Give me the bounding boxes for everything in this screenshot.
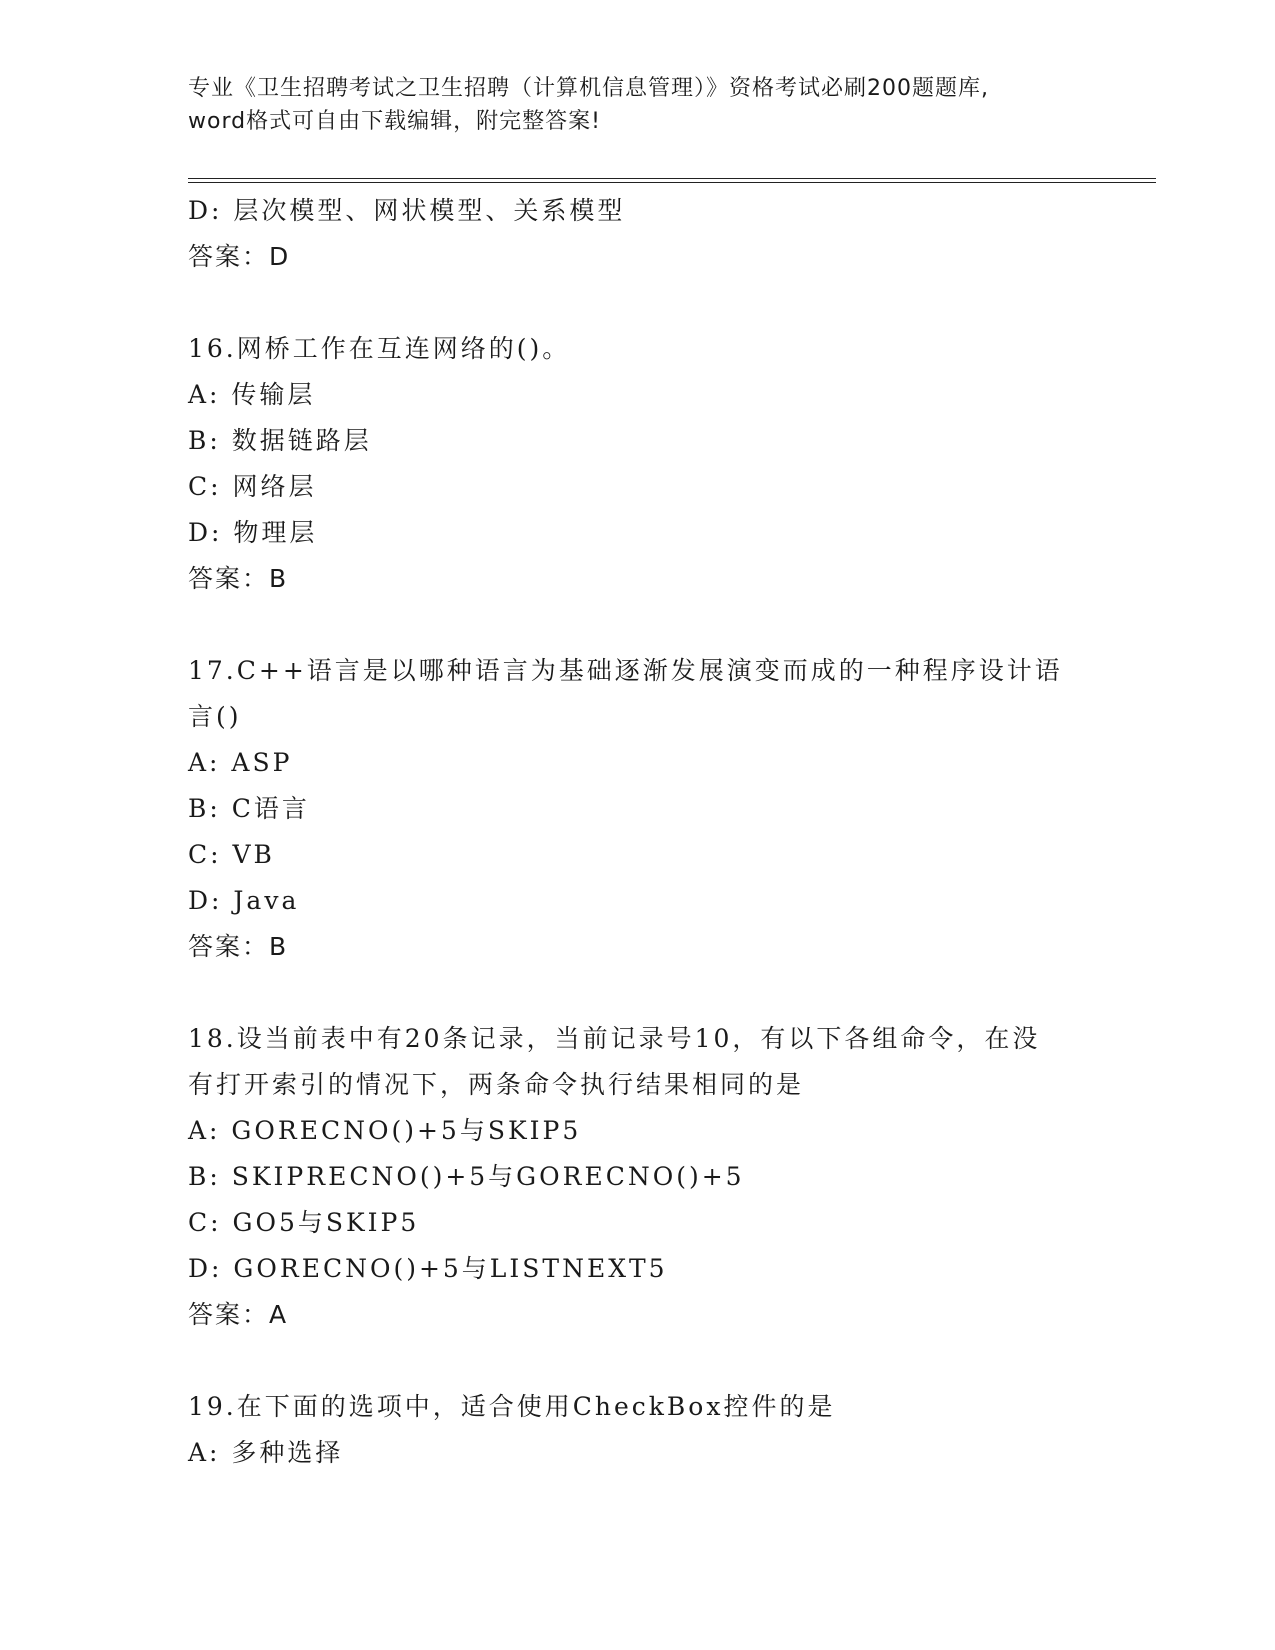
question-15	[188, 188, 1088, 280]
answer-line: 答案：B	[188, 564, 289, 593]
header-title-line-1: 专业《卫生招聘考试之卫生招聘（计算机信息管理）》资格考试必刷200题题库,	[188, 76, 989, 101]
question-19	[188, 1384, 1088, 1476]
option-c: C: 网络层	[188, 472, 317, 501]
option-b: B: C语言	[188, 794, 310, 823]
question-list	[188, 188, 1088, 1476]
question-text-line-1: 17.C++语言是以哪种语言为基础逐渐发展演变而成的一种程序设计语	[188, 656, 1063, 685]
option-b: B: 数据链路层	[188, 426, 372, 455]
question-text-line-1: 18.设当前表中有20条记录，当前记录号10，有以下各组命令，在没	[188, 1024, 1041, 1053]
header-title-line-2: word格式可自由下载编辑，附完整答案!	[188, 109, 601, 134]
question-18	[188, 1016, 1088, 1338]
document-header	[188, 72, 1088, 138]
question-text: 19.在下面的选项中，适合使用CheckBox控件的是	[188, 1392, 836, 1421]
answer-line: 答案：B	[188, 932, 289, 961]
spacer	[188, 970, 1088, 1016]
option-d: D: Java	[188, 886, 300, 915]
option-a: A: ASP	[188, 748, 293, 777]
option-d: D: GORECNO()+5与LISTNEXT5	[188, 1254, 668, 1283]
question-text-line-2: 有打开索引的情况下，两条命令执行结果相同的是	[188, 1070, 805, 1099]
option-d: D: 层次模型、网状模型、关系模型	[188, 196, 626, 225]
answer-line: 答案：A	[188, 1300, 289, 1329]
option-d: D: 物理层	[188, 518, 318, 547]
question-text-line-2: 言()	[188, 702, 242, 731]
question-16	[188, 326, 1088, 602]
spacer	[188, 280, 1088, 326]
answer-line: 答案：D	[188, 242, 291, 271]
question-text: 16.网桥工作在互连网络的()。	[188, 334, 571, 363]
question-17	[188, 648, 1088, 970]
option-b: B: SKIPRECNO()+5与GORECNO()+5	[188, 1162, 745, 1191]
header-divider-top	[188, 178, 1156, 179]
option-c: C: GO5与SKIP5	[188, 1208, 420, 1237]
option-a: A: GORECNO()+5与SKIP5	[188, 1116, 582, 1145]
spacer	[188, 1338, 1088, 1384]
option-c: C: VB	[188, 840, 275, 869]
option-a: A: 多种选择	[188, 1438, 344, 1467]
spacer	[188, 602, 1088, 648]
header-divider-bottom	[188, 182, 1156, 183]
option-a: A: 传输层	[188, 380, 316, 409]
